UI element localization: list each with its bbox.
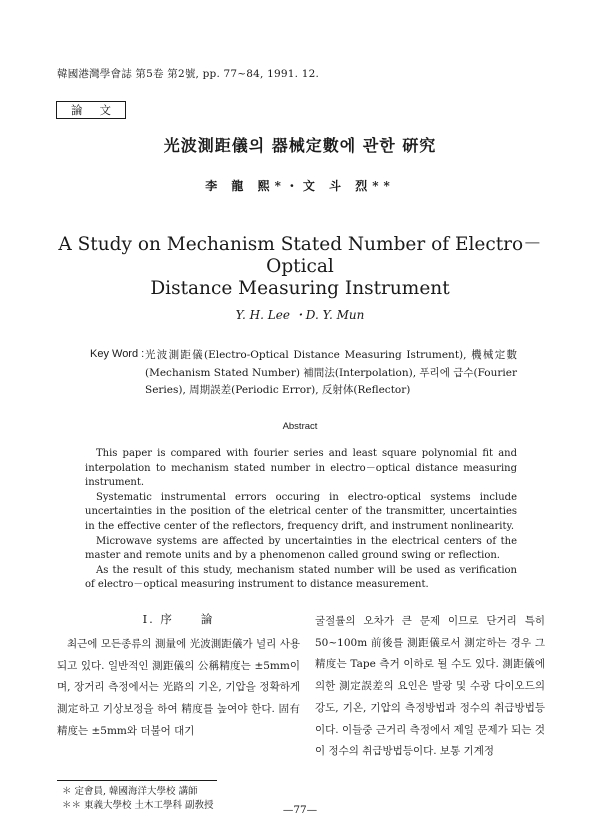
- footnote-1: ＊ 定會員, 韓國海洋大學校 講師: [62, 786, 198, 797]
- footnote-2: ＊＊ 東義大學校 土木工學科 副敎授: [62, 800, 214, 811]
- abstract-heading: Abstract: [282, 421, 318, 432]
- english-title-line-1: A Study on Mechanism Stated Number of Electro－Optical: [58, 234, 542, 277]
- english-title-line-2: Distance Measuring Instrument: [150, 278, 450, 299]
- english-title: [40, 234, 560, 300]
- journal-reference: 韓國港灣學會誌 第5卷 第2號, pp. 77~84, 1991. 12.: [57, 68, 320, 80]
- abstract-paragraph: Systematic instrumental errors occuring in electro-optical systems include uncertainties in the position of the eletrical center of the transmitter, uncertainties in the effective center of the reflectors, frequency drift, and instrument nonlinearity.: [85, 491, 517, 532]
- article-type-badge: [56, 101, 126, 119]
- section-heading-introduction: Ⅰ. 序 論: [142, 612, 215, 626]
- korean-title: 光波測距儀의 器械定數에 관한 硏究: [163, 136, 437, 155]
- abstract-paragraph: Microwave systems are affected by uncertainties in the electrical centers of the master and remote units and by a phenomenon called ground swing or reflection.: [85, 535, 517, 562]
- badge-char-left: 論: [71, 103, 83, 117]
- keyword-text: 光波測距儀(Electro-Optical Distance Measuring Istrument), 機械定數(Mechanism Stated Number) 補間法(Interpolation), 푸리에 급수(Fourier Series), 周期誤差(Periodic Error), 反射体(Reflector): [145, 349, 517, 396]
- badge-char-right: 文: [99, 103, 111, 117]
- footnote-divider: [57, 780, 217, 781]
- korean-authors: 李 龍 熙*・文 斗 烈**: [205, 179, 395, 193]
- body-right-column: 굴절률의 오차가 큰 문제 이므로 단거리 특히 50~100m 前後를 測距儀로서 測定하는 경우 그 精度는 Tape 측거 이하로 될 수도 있다. 測距儀에 의한 測定誤差의 요인은 발광 및 수광 다이오드의 강도, 기온, 기압의 측정방법과 정수의 취급방법등이다. 이들중 근거리 측정에서 제일 문제가 되는 것이 정수의 취급방법등이다. 보통 기계정: [315, 615, 545, 758]
- abstract-body: [85, 447, 517, 593]
- page-number: —77—: [282, 804, 318, 816]
- abstract-paragraph: This paper is compared with fourier series and least square polynomial fit and interpolation to mechanism stated number in electro－optical distance measuring instrument.: [85, 448, 517, 489]
- abstract-paragraph: As the result of this study, mechanism stated number will be used as verification of electro－optical measuring instrument to distance measurement.: [85, 564, 517, 591]
- keyword-label: Key Word :: [90, 348, 145, 360]
- body-left-column: 최근에 모든종류의 測量에 光波測距儀가 널리 사용되고 있다. 일반적인 測距儀의 公稱精度는 ±5mm이며, 장거리 측정에서는 光路의 기온, 기압을 정확하게 測定하고 기상보정을 하여 精度를 높여야 한다. 固有精度는 ±5mm와 더불어 대기: [57, 638, 300, 737]
- english-authors: Y. H. Lee ・D. Y. Mun: [235, 308, 365, 322]
